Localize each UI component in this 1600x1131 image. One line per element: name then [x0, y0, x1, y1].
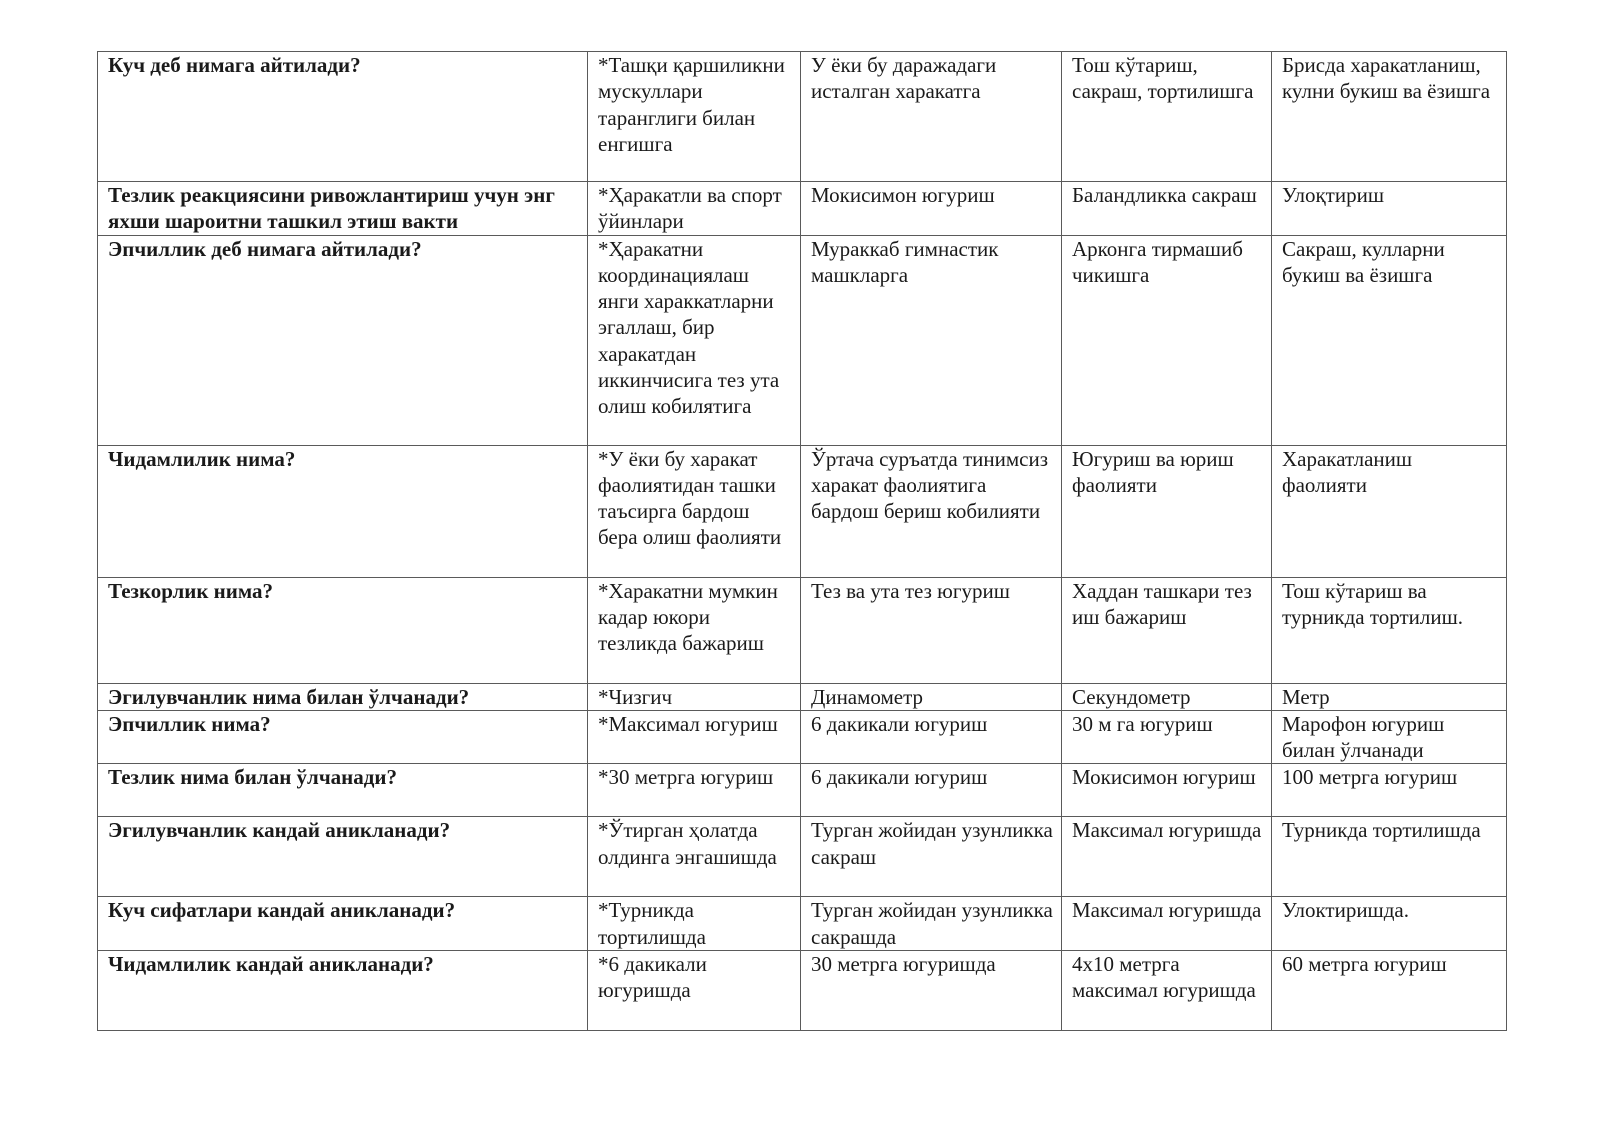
answer-option-cell: Арконга тирмашиб чикишга — [1062, 235, 1272, 445]
answer-option-cell: Харакатланиш фаолияти — [1272, 445, 1507, 577]
answer-option-cell: Мокисимон югуриш — [1062, 764, 1272, 817]
answer-option-cell: Максимал югуришда — [1062, 897, 1272, 951]
answer-option-cell: Метр — [1272, 683, 1507, 710]
question-cell: Эпчиллик деб нимага айтилади? — [98, 235, 588, 445]
quiz-table — [97, 51, 1507, 1031]
answer-option-cell: Мураккаб гимнастик машкларга — [801, 235, 1062, 445]
answer-correct-cell: *Максимал югуриш — [588, 710, 801, 764]
question-cell: Эгилувчанлик нима билан ўлчанади? — [98, 683, 588, 710]
table-row — [98, 817, 1507, 897]
question-cell: Чидамлилик кандай аникланади? — [98, 951, 588, 1031]
answer-option-cell: Хаддан ташкари тез иш бажариш — [1062, 577, 1272, 683]
question-cell: Чидамлилик нима? — [98, 445, 588, 577]
answer-option-cell: Турган жойидан узунликка сакрашда — [801, 897, 1062, 951]
answer-correct-cell: *30 метрга югуриш — [588, 764, 801, 817]
table-row — [98, 182, 1507, 236]
answer-option-cell: 6 дакикали югуриш — [801, 764, 1062, 817]
answer-option-cell: Брисда харакатланиш, кулни букиш ва ёзишга — [1272, 52, 1507, 182]
question-cell: Куч сифатлари кандай аникланади? — [98, 897, 588, 951]
answer-correct-cell: *Ўтирган ҳолатда олдинга энгашишда — [588, 817, 801, 897]
answer-correct-cell: *У ёки бу харакат фаолиятидан ташки таъсирга бардош бера олиш фаолияти — [588, 445, 801, 577]
question-cell: Эпчиллик нима? — [98, 710, 588, 764]
answer-option-cell: Тош кўтариш, сакраш, тортилишга — [1062, 52, 1272, 182]
answer-option-cell: Улоқтириш — [1272, 182, 1507, 236]
answer-option-cell: Баландликка сакраш — [1062, 182, 1272, 236]
table-row — [98, 235, 1507, 445]
answer-correct-cell: *Ҳаракатни координациялаш янги хараккатларни эгаллаш, бир харакатдан иккинчисига тез ута олиш кобилятига — [588, 235, 801, 445]
question-cell: Эгилувчанлик кандай аникланади? — [98, 817, 588, 897]
table-row — [98, 951, 1507, 1031]
answer-option-cell: 100 метрга югуриш — [1272, 764, 1507, 817]
answer-correct-cell: *Турникда тортилишда — [588, 897, 801, 951]
answer-correct-cell: *Ҳаракатли ва спорт ўйинлари — [588, 182, 801, 236]
table-row — [98, 445, 1507, 577]
question-cell: Куч деб нимага айтилади? — [98, 52, 588, 182]
answer-option-cell: Тош кўтариш ва турникда тортилиш. — [1272, 577, 1507, 683]
answer-option-cell: 30 м га югуриш — [1062, 710, 1272, 764]
table-row — [98, 897, 1507, 951]
answer-correct-cell: *Чизгич — [588, 683, 801, 710]
question-cell: Тезлик реакциясини ривожлантириш учун энг яхши шароитни ташкил этиш вакти — [98, 182, 588, 236]
answer-correct-cell: *Харакатни мумкин кадар юкори тезликда бажариш — [588, 577, 801, 683]
answer-option-cell: 6 дакикали югуриш — [801, 710, 1062, 764]
answer-option-cell: Мокисимон югуриш — [801, 182, 1062, 236]
answer-option-cell: Секундометр — [1062, 683, 1272, 710]
table-row — [98, 710, 1507, 764]
answer-option-cell: Марофон югуриш билан ўлчанади — [1272, 710, 1507, 764]
answer-option-cell: У ёки бу даражадаги исталган харакатга — [801, 52, 1062, 182]
answer-correct-cell: *Ташқи қаршиликни мускуллари таранглиги билан енгишга — [588, 52, 801, 182]
table-row — [98, 52, 1507, 182]
table-row — [98, 764, 1507, 817]
answer-correct-cell: *6 дакикали югуришда — [588, 951, 801, 1031]
answer-option-cell: 30 метрга югуришда — [801, 951, 1062, 1031]
answer-option-cell: 4х10 метрга максимал югуришда — [1062, 951, 1272, 1031]
question-cell: Тезлик нима билан ўлчанади? — [98, 764, 588, 817]
table-row — [98, 577, 1507, 683]
answer-option-cell: Максимал югуришда — [1062, 817, 1272, 897]
answer-option-cell: 60 метрга югуриш — [1272, 951, 1507, 1031]
quiz-table-body — [98, 52, 1507, 1031]
table-row — [98, 683, 1507, 710]
answer-option-cell: Улоктиришда. — [1272, 897, 1507, 951]
answer-option-cell: Турникда тортилишда — [1272, 817, 1507, 897]
answer-option-cell: Ўртача суръатда тинимсиз харакат фаолиятига бардош бериш кобилияти — [801, 445, 1062, 577]
question-cell: Тезкорлик нима? — [98, 577, 588, 683]
answer-option-cell: Турган жойидан узунликка сакраш — [801, 817, 1062, 897]
answer-option-cell: Тез ва ута тез югуриш — [801, 577, 1062, 683]
answer-option-cell: Сакраш, кулларни букиш ва ёзишга — [1272, 235, 1507, 445]
answer-option-cell: Югуриш ва юриш фаолияти — [1062, 445, 1272, 577]
answer-option-cell: Динамометр — [801, 683, 1062, 710]
